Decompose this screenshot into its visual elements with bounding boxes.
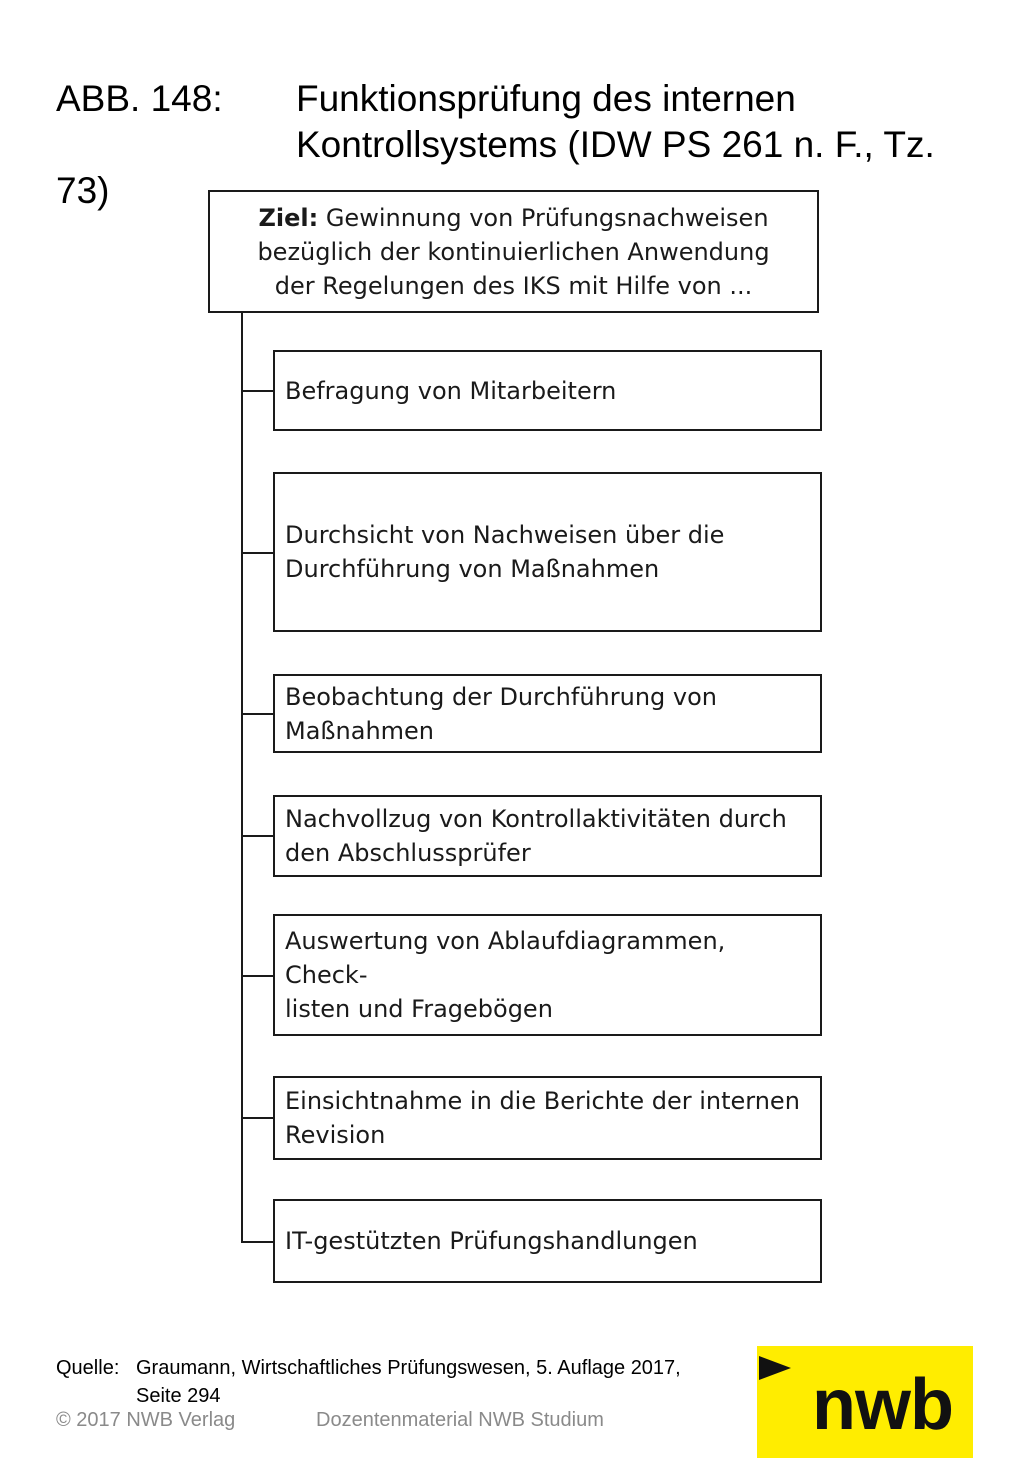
figure-label: ABB. 148: xyxy=(56,78,223,119)
method-text: Durchführung von Maßnahmen xyxy=(285,555,660,583)
method-box-observation xyxy=(273,674,822,753)
tree-connector-7 xyxy=(241,1241,274,1243)
method-text: Auswertung von Ablaufdiagrammen, Check- xyxy=(285,927,726,989)
method-text: Durchsicht von Nachweisen über die xyxy=(285,521,725,549)
method-text: Befragung von Mitarbeitern xyxy=(285,376,617,405)
method-box-questioning xyxy=(273,350,822,431)
method-box-document-review xyxy=(273,472,822,632)
tree-connector-1 xyxy=(241,390,274,392)
tree-connector-4 xyxy=(241,835,274,837)
nwb-logo: nwb xyxy=(812,1365,953,1445)
goal-text-line-3: der Regelungen des IKS mit Hilfe von ... xyxy=(274,271,753,300)
method-text: Maßnahmen xyxy=(285,716,435,745)
method-text: IT-gestützten Prüfungshandlungen xyxy=(285,1227,698,1255)
figure-title-line-3: 73) xyxy=(56,170,110,211)
play-arrow-icon xyxy=(759,1356,793,1382)
method-text: Nachvollzug von Kontrollaktivitäten durch xyxy=(285,805,787,833)
method-box-it-supported xyxy=(273,1199,822,1283)
method-text: Beobachtung der Durchführung von xyxy=(285,682,718,711)
tree-connector-vertical xyxy=(241,313,243,1242)
source-text: Graumann, Wirtschaftliches Prüfungswesen, 5. Auflage 2017, xyxy=(136,1357,681,1379)
goal-text-line-1: Gewinnung von Prüfungsnachweisen xyxy=(318,203,769,232)
goal-box xyxy=(208,190,819,313)
source-label: Quelle: xyxy=(56,1357,120,1379)
figure-title-line-1: Funktionsprüfung des internen xyxy=(296,78,796,119)
tree-connector-2 xyxy=(241,552,274,554)
method-text: Revision xyxy=(285,1121,386,1149)
method-box-flowchart-analysis xyxy=(273,914,822,1036)
method-text: listen und Fragebögen xyxy=(285,995,553,1023)
method-box-internal-audit-reports xyxy=(273,1076,822,1160)
method-text: Einsichtnahme in die Berichte der internen xyxy=(285,1087,800,1115)
source-page: Seite 294 xyxy=(136,1385,221,1407)
course-material: Dozentenmaterial NWB Studium xyxy=(316,1409,604,1431)
tree-connector-5 xyxy=(241,975,274,977)
tree-connector-6 xyxy=(241,1117,274,1119)
method-text: den Abschlussprüfer xyxy=(285,839,531,867)
method-box-reperformance xyxy=(273,795,822,877)
goal-text-line-2: bezüglich der kontinuierlichen Anwendung xyxy=(257,237,770,266)
figure-title-line-2: Kontrollsystems (IDW PS 261 n. F., Tz. xyxy=(296,124,935,165)
tree-connector-3 xyxy=(241,713,274,715)
copyright: © 2017 NWB Verlag xyxy=(56,1409,236,1431)
goal-keyword: Ziel: xyxy=(258,203,319,232)
